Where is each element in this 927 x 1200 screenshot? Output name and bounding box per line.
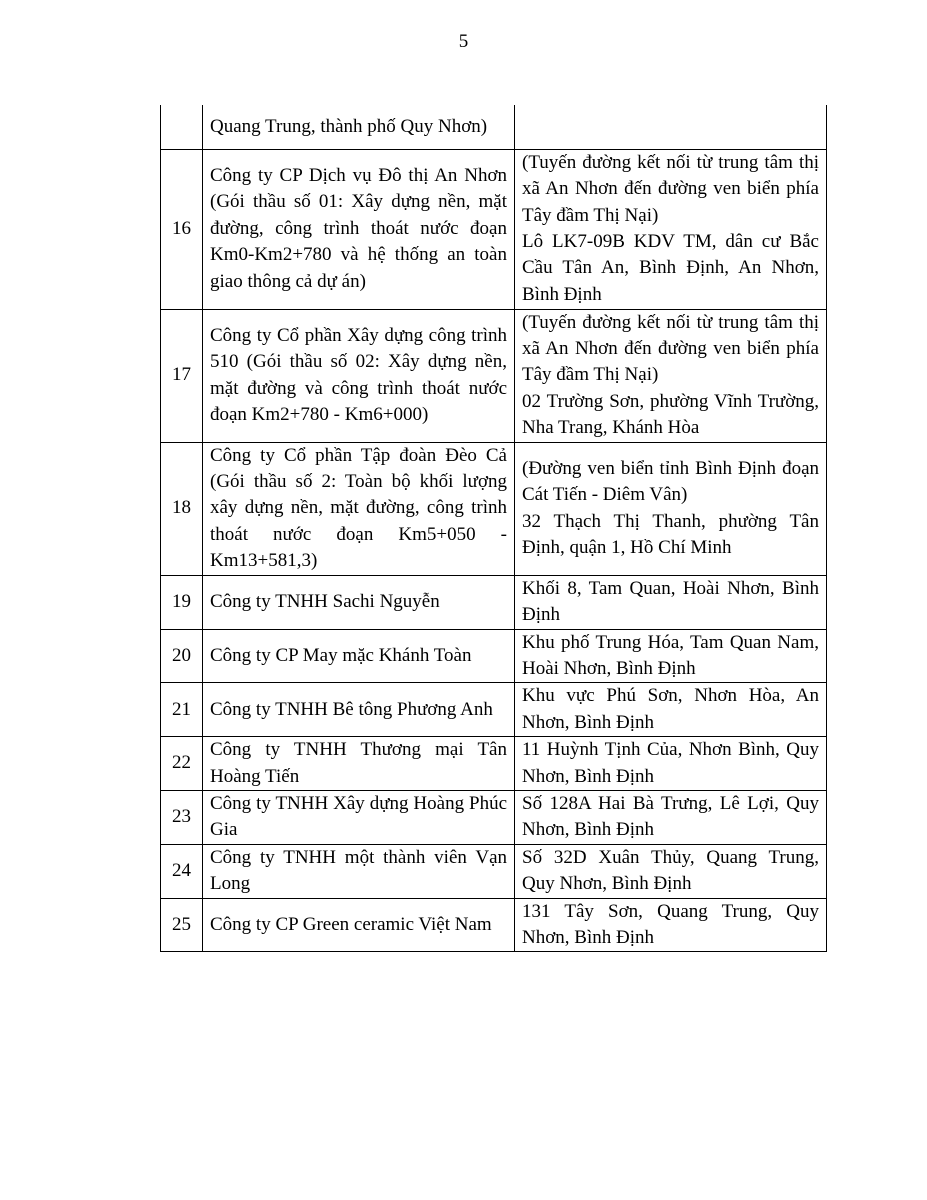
table-row: [161, 898, 827, 952]
table-body: [161, 105, 827, 952]
project-note: (Tuyến đường kết nối từ trung tâm thị xã An Nhơn đến đường ven biển phía Tây đầm Thị Nại): [522, 311, 819, 386]
company-cell: [203, 105, 515, 149]
company-name: Công ty TNHH Bê tông Phương Anh: [210, 698, 493, 720]
row-number: 21: [161, 683, 203, 737]
row-number: 19: [161, 575, 203, 629]
table-row: [161, 629, 827, 683]
address-text: Lô LK7-09B KDV TM, dân cư Bắc Cầu Tân An, Bình Định, An Nhơn, Bình Định: [522, 231, 819, 305]
table-row: [161, 309, 827, 442]
company-name: Công ty TNHH Sachi Nguyễn: [210, 590, 440, 612]
table-row: [161, 105, 827, 149]
company-cell: [203, 575, 515, 629]
page-number: 5: [458, 31, 469, 52]
address-text: 11 Huỳnh Tịnh Của, Nhơn Bình, Quy Nhơn, Bình Định: [522, 739, 819, 787]
table-row: [161, 791, 827, 845]
address-cell: [515, 898, 827, 952]
company-name: Công ty CP Green ceramic Việt Nam: [210, 913, 492, 935]
address-cell: [515, 629, 827, 683]
address-cell: [515, 149, 827, 309]
company-cell: [203, 898, 515, 952]
address-cell: [515, 844, 827, 898]
table-row: [161, 575, 827, 629]
row-number: 17: [161, 309, 203, 442]
table-row: [161, 737, 827, 791]
address-text: Số 128A Hai Bà Trưng, Lê Lợi, Quy Nhơn, Bình Định: [522, 793, 819, 841]
address-cell: [515, 105, 827, 149]
address-text: Khối 8, Tam Quan, Hoài Nhơn, Bình Định: [522, 577, 819, 626]
table-row: [161, 683, 827, 737]
table-row: [161, 844, 827, 898]
company-cell: [203, 629, 515, 683]
address-text: Số 32D Xuân Thủy, Quang Trung, Quy Nhơn, Bình Định: [522, 846, 819, 895]
company-cell: [203, 442, 515, 575]
table-row: [161, 149, 827, 309]
address-cell: [515, 683, 827, 737]
company-cell: [203, 683, 515, 737]
address-text: 02 Trường Sơn, phường Vĩnh Trường, Nha Trang, Khánh Hòa: [522, 390, 819, 439]
project-note: (Đường ven biển tỉnh Bình Định đoạn Cát Tiến - Diêm Vân): [522, 457, 819, 506]
row-number: 20: [161, 629, 203, 683]
address-cell: [515, 575, 827, 629]
company-name: Công ty TNHH Thương mại Tân Hoàng Tiến: [210, 739, 507, 787]
company-name: Công ty TNHH một thành viên Vạn Long: [210, 846, 507, 895]
company-name: Công ty Cổ phần Xây dựng công trình 510 (Gói thầu số 02: Xây dựng nền, mặt đường và công trình thoát nước đoạn Km2+780 - Km6+000): [210, 324, 507, 425]
address-cell: [515, 442, 827, 575]
company-name: Công ty CP May mặc Khánh Toàn: [210, 644, 472, 666]
row-number: 24: [161, 844, 203, 898]
row-number: 23: [161, 791, 203, 845]
row-number: 22: [161, 737, 203, 791]
row-number: 16: [161, 149, 203, 309]
address-text: 131 Tây Sơn, Quang Trung, Quy Nhơn, Bình Định: [522, 900, 819, 949]
company-cell: [203, 149, 515, 309]
company-cell: [203, 791, 515, 845]
address-text: Khu phố Trung Hóa, Tam Quan Nam, Hoài Nhơn, Bình Định: [522, 631, 819, 679]
company-cell: [203, 737, 515, 791]
address-cell: [515, 737, 827, 791]
table-row: [161, 442, 827, 575]
address-cell: [515, 791, 827, 845]
company-cell: [203, 309, 515, 442]
address-cell: [515, 309, 827, 442]
address-text: 32 Thạch Thị Thanh, phường Tân Định, quận 1, Hồ Chí Minh: [522, 510, 819, 558]
company-name: Công ty TNHH Xây dựng Hoàng Phúc Gia: [210, 793, 507, 841]
row-number: 18: [161, 442, 203, 575]
company-cell: [203, 844, 515, 898]
row-number: 25: [161, 898, 203, 952]
project-note: (Tuyến đường kết nối từ trung tâm thị xã An Nhơn đến đường ven biển phía Tây đầm Thị Nại): [522, 151, 819, 226]
row-number: [161, 105, 203, 149]
address-text: Khu vực Phú Sơn, Nhơn Hòa, An Nhơn, Bình Định: [522, 685, 819, 733]
company-table: [160, 105, 827, 952]
company-name: Quang Trung, thành phố Quy Nhơn): [210, 115, 488, 137]
company-name: Công ty Cổ phần Tập đoàn Đèo Cả (Gói thầu số 2: Toàn bộ khối lượng xây dựng nền, mặt đường, công trình thoát nước đoạn Km5+050 - Km13+581,3): [210, 444, 507, 572]
company-name: Công ty CP Dịch vụ Đô thị An Nhơn (Gói thầu số 01: Xây dựng nền, mặt đường, công trình thoát nước đoạn Km0-Km2+780 và hệ thống an toàn giao thông cả dự án): [210, 164, 507, 292]
